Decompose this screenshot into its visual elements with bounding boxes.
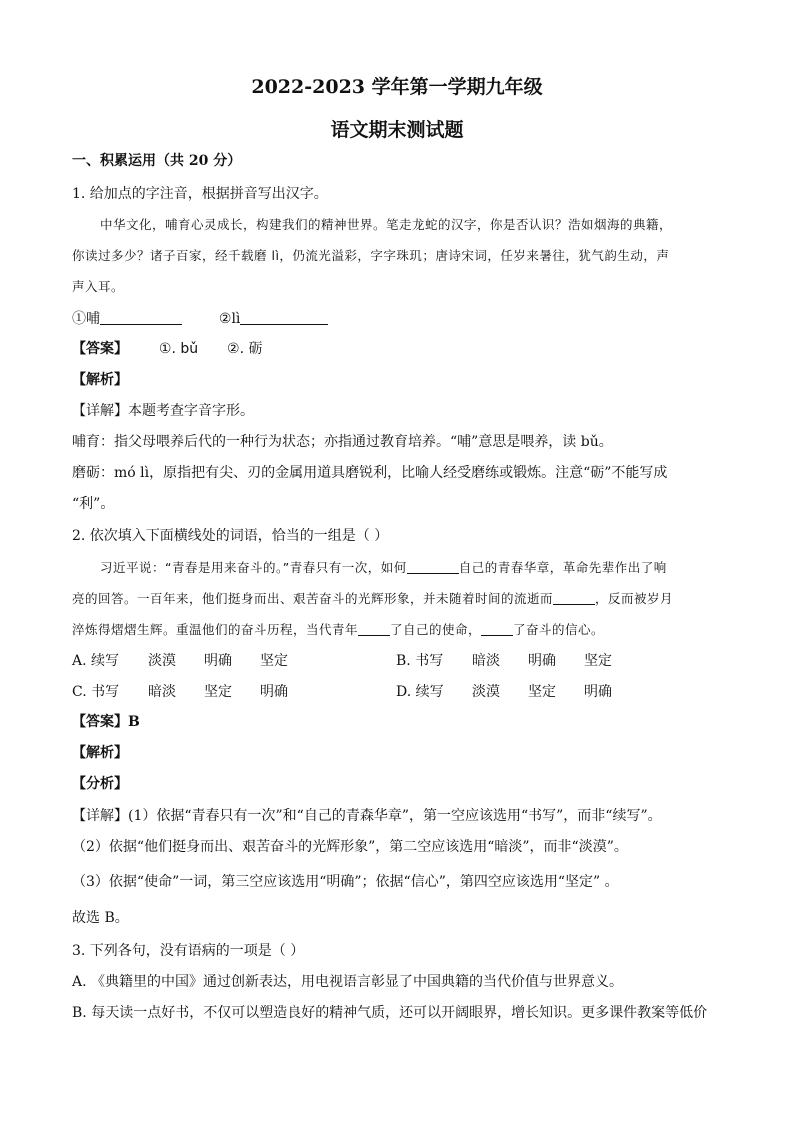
q1-blank2-label: ②lì [218,311,241,327]
q2-option-c-w2: 暗淡 [148,684,176,700]
q2-option-d-w4: 明确 [584,684,612,700]
q2-passage-seg: 亮的回答。一百年来，他们挺身而出、艰苦奋斗的光辉形象，并未随着时间的流逝而 [72,591,554,606]
q2-blank1 [407,558,459,574]
q2-passage-seg: 自己的青春华章，革命先辈作出了响 [458,560,667,575]
q2-blank3 [358,620,390,636]
q1-blank2 [240,309,328,325]
q2-option-d [396,682,640,702]
q3-stem: 3. 下列各句，没有语病的一项是（ ） [72,943,305,959]
q2-passage-seg: 淬炼得熠熠生辉。重温他们的奋斗历程，当代青年 [72,622,359,637]
q2-option-b-w1: B. 书写 [396,653,444,669]
q2-detail3: （3）依据“使命”一词，第三空应该选用“明确”；依据“信心”，第四空应该选用“坚定” 。 [72,874,619,890]
q1-answer2: ②. 砺 [227,341,263,357]
q2-passage-seg: ，反而被岁月 [595,591,674,606]
q2-option-d-w2: 淡漠 [472,684,500,700]
q2-detail1: 【详解】(1）依据“青春只有一次”和“自己的青森华章”，第一空应该选用“书写”，而非“续写”。 [72,808,662,824]
q2-answer [72,712,722,732]
q1-explanation2-line2: “利”。 [72,496,115,512]
q2-passage-seg: 了自己的使命， [390,622,482,637]
q2-passage-seg: 习近平说：“青春是用来奋斗的。”青春只有一次，如何 [100,560,407,575]
q2-option-b-w4: 坚定 [584,653,612,669]
exam-title-line2: 语文期末测试题 [330,119,464,141]
q3-option-b: B. 每天读一点好书，不仅可以塑造良好的精神气质，还可以开阔眼界，增长知识。更多课件教案等低价 [72,1005,708,1021]
q2-option-c-w4: 明确 [260,684,288,700]
q1-blanks [72,309,722,329]
q2-option-d-w3: 坚定 [528,684,556,700]
q2-option-d-w1: D. 续写 [396,684,444,700]
q2-option-b-w3: 明确 [528,653,556,669]
section-heading: 一、积累运用（共 20 分） [72,153,242,169]
q3-option-a: A. 《典籍里的中国》通过创新表达，用电视语言彰显了中国典籍的当代价值与世界意义。 [72,974,624,990]
q2-analysis-tag: 【解析】 [72,745,128,761]
q2-option-b [396,651,640,671]
q1-passage-line2: 你读过多少？诸子百家，经千载磨 lì，仍流光溢彩，字字珠玑；唐诗宋词，任岁来暑往，犹气韵生动，声 [72,248,670,263]
q2-option-a-w3: 明确 [204,653,232,669]
q2-option-c [72,682,316,702]
q2-option-a-w4: 坚定 [260,653,288,669]
q1-detail: 【详解】本题考查字音字形。 [72,403,254,419]
q2-option-c-w3: 坚定 [204,684,232,700]
q2-passage-seg: 了奋斗的信心。 [513,622,605,637]
q2-option-a [72,651,316,671]
q2-answer-text: 【答案】B [72,714,140,730]
q2-option-a-w1: A. 续写 [72,653,120,669]
q2-fenxi-tag: 【分析】 [72,776,128,792]
q2-detail2: （2）依据“他们挺身而出、艰苦奋斗的光辉形象”，第二空应该选用“暗淡”，而非“淡漠”。 [72,839,628,855]
q1-analysis-tag: 【解析】 [72,372,128,388]
q1-explanation1: 哺育：指父母喂养后代的一种行为状态；亦指通过教育培养。“哺”意思是喂养，读 bǔ。 [72,434,613,450]
q1-blank1 [100,309,182,325]
q2-blank2 [553,589,595,605]
q2-blank4 [481,620,513,636]
q1-answer [72,339,722,359]
q1-passage-line3: 声入耳。 [72,279,125,294]
q2-passage-line1 [72,558,722,578]
q1-explanation2-line1: 磨砺：mó lì，原指把有尖、刃的金属用道具磨锐利，比喻人经受磨练或锻炼。注意“砺”不能写成 [72,465,668,481]
q2-option-c-w1: C. 书写 [72,684,120,700]
q2-conclusion: 故选 B。 [72,910,129,926]
q1-passage-line1: 中华文化，哺育心灵成长，构建我们的精神世界。笔走龙蛇的汉字，你是否认识？浩如烟海的典籍， [100,217,673,232]
q2-option-a-w2: 淡漠 [148,653,176,669]
q2-option-b-w2: 暗淡 [472,653,500,669]
q2-stem: 2. 依次填入下面横线处的词语，恰当的一组是（ ） [72,528,389,544]
q1-answer-tag: 【答案】 [72,341,128,357]
q1-blank1-label: ①哺 [72,311,100,327]
q1-answer1: ①. bǔ [158,341,199,357]
q2-passage-line2 [72,589,722,609]
exam-title-line1: 2022-2023 学年第一学期九年级 [251,76,543,98]
q2-passage-line3 [72,620,722,640]
q1-stem: 1. 给加点的字注音，根据拼音写出汉字。 [72,186,328,202]
